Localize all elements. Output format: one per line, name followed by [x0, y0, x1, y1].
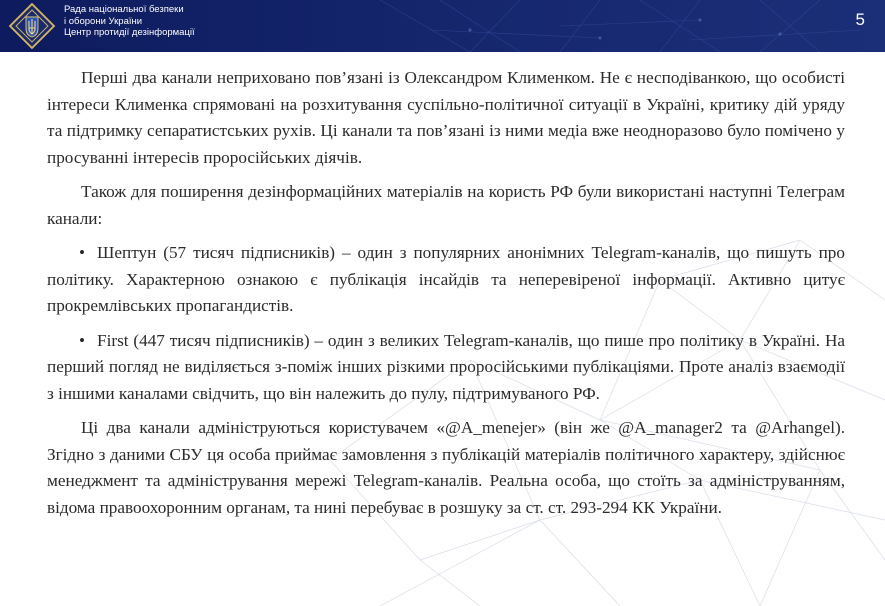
document-body	[47, 65, 845, 529]
bullet-icon: •	[79, 243, 86, 262]
page-header	[0, 0, 885, 52]
bullet-icon: •	[79, 330, 86, 350]
list-item-text: First (447 тисяч підписників) – один з великих Telegram-каналів, що пише про політику в Україні. На перший погляд не виділяється з-поміж інших різкими проросійськими публікаціями. Проте аналіз взаємодії з іншими каналами свідчить, що він належить до пулу, підтримуваного РФ.	[47, 330, 845, 403]
org-name-line-1: Рада національної безпеки	[64, 4, 184, 15]
organization-name	[64, 4, 195, 39]
org-name-line-3: Центр протидії дезінформації	[64, 27, 195, 38]
list-item-sheptun	[47, 240, 845, 320]
nsdc-emblem-icon	[8, 3, 56, 49]
paragraph-administrators: Ці два канали адмініструються користувачем «@A_menejer» (він же @A_manager2 та @Arhangel). Згідно з даними СБУ ця особа приймає замовлення з публікацій матеріалів політичного характеру, здійснює менеджмент та адміністрування мережі Telegram-каналів. Реальна особа, що стоїть за адмініструванням, відома правоохоронним органам, та нині перебуває в розшуку за ст. ст. 293-294 КК України.	[47, 418, 845, 517]
page-number: 5	[855, 10, 865, 29]
paragraph-klymenko: Перші два канали неприховано пов’язані із Олександром Клименком. Не є несподіванкою, що особисті інтереси Клименка спрямовані на розхитування суспільно-політичної ситуації в Україні, критику дій уряду та підтримку сепаратистських рухів. Ці канали та пов’язані із ними медіа вже неодноразово було помічено у просуванні інтересів проросійських діячів.	[47, 68, 845, 167]
list-item-first	[47, 328, 845, 408]
paragraph-telegram-intro: Також для поширення дезінформаційних матеріалів на користь РФ були використані наступні Телеграм канали:	[47, 182, 845, 228]
list-item-text: Шептун (57 тисяч підписників) – один з популярних анонімних Telegram-каналів, що пишуть про політику. Характерною ознакою є публікація інсайдів та неперевіреної інформації. Активно цитує прокремлівських пропагандистів.	[47, 243, 845, 315]
org-name-line-2: і оборони України	[64, 15, 143, 27]
